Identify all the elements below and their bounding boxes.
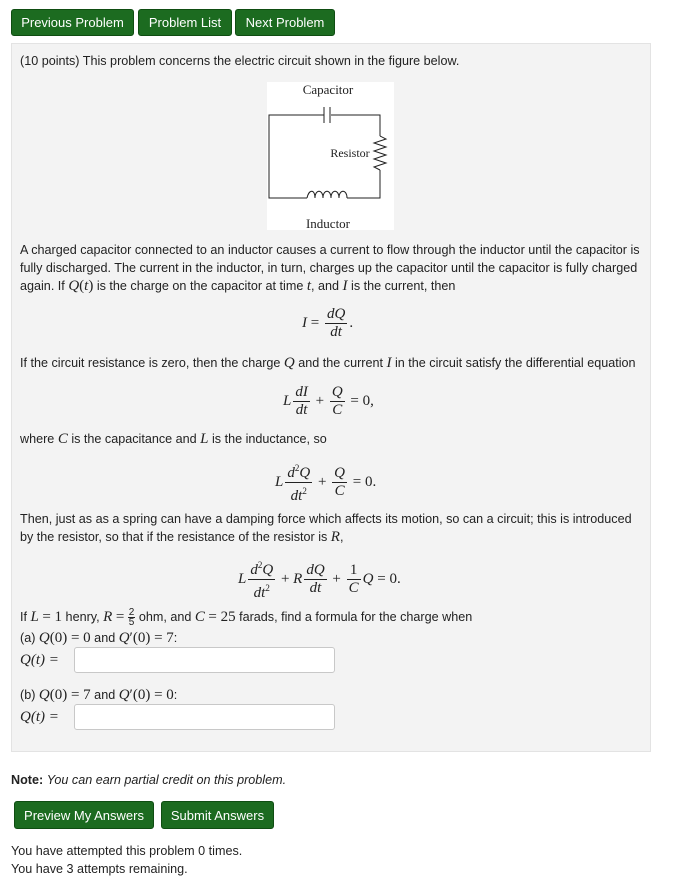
paragraph-1-line-1: A charged capacitor connected to an inductor causes a current to flow through the inductor until the capacitor is (20, 243, 640, 257)
part-a-condition: (a) Q(0) = 0 and Q′(0) = 7: (20, 630, 178, 646)
paragraph-4-line-2: by the resistor, so that if the resistance of the resistor is R, (20, 529, 344, 545)
problem-intro: (10 points) This problem concerns the electric circuit shown in the figure below. (20, 54, 460, 68)
part-a-answer-input[interactable] (74, 647, 335, 673)
paragraph-2: If the circuit resistance is zero, then the charge Q and the current I in the circuit satisfy the differential equation (20, 355, 636, 371)
next-problem-button[interactable]: Next Problem (235, 9, 335, 36)
part-b-answer-label: Q(t) = (20, 709, 59, 725)
inductor-label: Inductor (305, 216, 351, 230)
paragraph-4-line-1: Then, just as as a spring can have a damping force which affects its motion, so can a circuit; this is introduced (20, 512, 632, 526)
equation-undamped-1: L $\frac{dI}{dt}$ + $\frac{Q}{C}$ = 0, (283, 384, 374, 418)
submit-answers-button[interactable]: Submit Answers (161, 801, 274, 829)
equation-undamped-2: L $\frac{d^2Q}{dt^2}$ + $\frac{Q}{C}$ = 0. (275, 460, 376, 505)
preview-answers-button[interactable]: Preview My Answers (14, 801, 154, 829)
previous-problem-button[interactable]: Previous Problem (11, 9, 134, 36)
equation-damped: L $\frac{d^2Q}{dt^2}$ + R $\frac{dQ}{dt}$ + $\frac{1}{C}$ Q = 0. (238, 557, 401, 602)
attempts-remaining-text: You have 3 attempts remaining. (11, 862, 188, 876)
paragraph-1-line-2: fully discharged. The current in the inductor, in turn, charges up the capacitor until the capacitor is fully charged (20, 261, 638, 275)
partial-credit-note: Note: You can earn partial credit on this problem. (11, 773, 287, 787)
given-values: If L = 1 henry, R = $\frac{2}{5}$ ohm, and C = 25 farads, find a formula for the charge when (20, 607, 473, 629)
part-b-condition: (b) Q(0) = 7 and Q′(0) = 0: (20, 687, 178, 703)
resistor-label: Resistor (330, 146, 370, 160)
paragraph-3: where C is the capacitance and L is the inductance, so (20, 431, 327, 447)
paragraph-1-line-3: again. If Q(t) is the charge on the capacitor at time t, and I is the current, then (20, 278, 456, 294)
equation-current: I = $\frac{dQ}{dt}$ . (302, 306, 354, 340)
part-a-answer-label: Q(t) = (20, 652, 59, 668)
circuit-figure (267, 82, 394, 230)
attempts-made-text: You have attempted this problem 0 times. (11, 844, 243, 858)
problem-list-button[interactable]: Problem List (138, 9, 232, 36)
part-b-answer-input[interactable] (74, 704, 335, 730)
capacitor-label: Capacitor (302, 82, 354, 97)
circuit-diagram (267, 82, 394, 230)
